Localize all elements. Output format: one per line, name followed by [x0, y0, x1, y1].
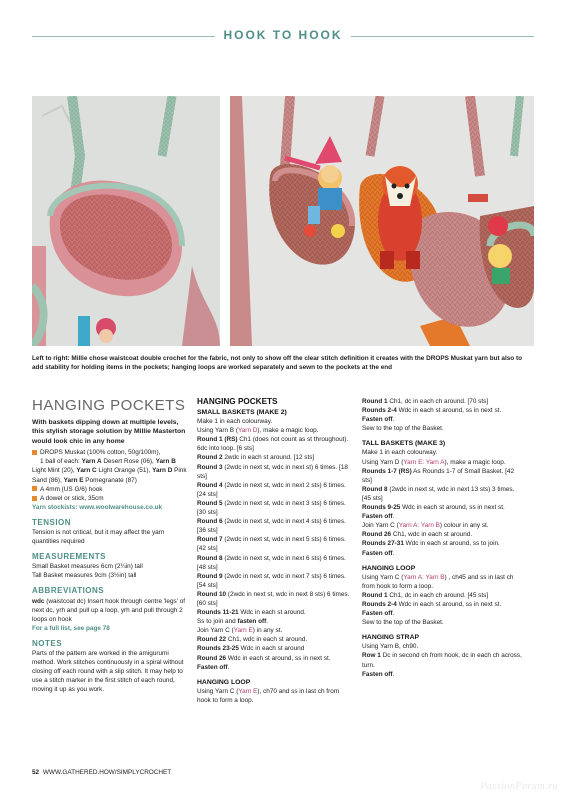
- instruction-line: Fasten off.: [362, 670, 395, 678]
- pattern-heading: HANGING POCKETS: [197, 397, 278, 406]
- instruction-line: Using Yarn B, ch90.: [362, 643, 419, 651]
- photo-right: [230, 96, 534, 346]
- tension-heading: TENSION: [32, 517, 72, 527]
- measurement-small: Small Basket measures 6cm (2¼in) tall: [32, 563, 143, 571]
- instruction-line: Fasten off.: [362, 610, 395, 618]
- page-footer: [32, 769, 171, 776]
- hanging-strap-heading: HANGING STRAP: [362, 634, 420, 642]
- round-line: Round 26 Ch1, wdc in each st around.: [362, 531, 473, 539]
- round-line: Rounds 9-25 Wdc in each st around, ss in next st.: [362, 504, 505, 512]
- round-line: Rounds 27-31 Wdc in each st around, ss to join.: [362, 540, 500, 548]
- round-line: Round 5 (2wdc in next st, wdc in next 3 sts) 6 times. [30 sts]: [197, 499, 346, 517]
- instruction-line: Using Yarn B (Yarn D), make a magic loop.: [197, 427, 319, 435]
- middle-column: [197, 397, 352, 705]
- round-line: Round 10 (2wdc in next st, wdc in next 8 sts) 6 times. [60 sts]: [197, 590, 350, 607]
- abbreviation-wdc: wdc (waistcoat dc) Insert hook through centre 'legs' of next dc, yrh and pull up a loop, yrh and pull through 2 loops on hook: [32, 597, 186, 623]
- hanging-loop-heading: HANGING LOOP: [197, 678, 251, 686]
- round-line: Rounds 2-4 Wdc in each st around, ss in next st.: [362, 600, 502, 608]
- round-line: Round 26 Wdc in each st around, ss in next st.: [197, 654, 331, 662]
- stockists-link[interactable]: Yarn stockists: www.woolwarehouse.co.uk: [32, 503, 163, 511]
- hanging-loop-heading: HANGING LOOP: [362, 564, 416, 572]
- round-line: Round 4 (2wdc in next st, wdc in next 2 sts) 6 times. [24 sts]: [197, 481, 346, 498]
- left-column: [32, 397, 188, 694]
- instruction-line: Fasten off.: [362, 416, 395, 424]
- pattern-intro: With baskets dipping down at multiple levels, this stylish storage solution by Millie Masterton would look chic in any home: [32, 419, 186, 445]
- notes-heading: NOTES: [32, 638, 63, 648]
- round-line: Round 1 Ch1, dc in each ch around. [45 sts]: [362, 591, 489, 599]
- materials-item: A dowel or stick, 35cm: [32, 494, 188, 503]
- photo-left: [32, 96, 220, 346]
- instruction-line: Fasten off.: [362, 513, 395, 521]
- instruction-line: Fasten off.: [197, 663, 230, 671]
- notes-text: Parts of the pattern are worked in the amigurumi method. Work stitches continuously in a spiral without closing off each round with a slip stitch. It may help to use a stitch marker in the first stitch of each round, moving it up as you work.: [32, 650, 184, 694]
- abbreviations-link[interactable]: For a full list, see page 78: [32, 624, 110, 632]
- instruction-line: Make 1 in each colourway.: [197, 418, 273, 426]
- bullet-square-icon: [32, 450, 37, 455]
- round-line: Rounds 23-25 Wdc in each st around: [197, 645, 305, 653]
- measurements-heading: MEASUREMENTS: [32, 552, 107, 562]
- photo-caption: Left to right: Millie chose waistcoat double crochet for the fabric, not only to show off the clear stitch definition it creates with the DROPS Muskat yarn but also to add stability for holding items in the pockets; hanging loops are worked separately and sewn to the pockets at the end: [32, 355, 523, 371]
- bullet-square-icon: [32, 486, 37, 491]
- measurement-tall: Tall Basket measures 9cm (3½in) tall: [32, 572, 137, 580]
- bullet-square-icon: [32, 496, 37, 501]
- round-line: Round 22 Ch1, wdc in each st around.: [197, 636, 308, 644]
- instruction-line: Ss to join and fasten off.: [197, 618, 269, 626]
- page-number: 52: [32, 769, 40, 776]
- section-header-label: HOOK TO HOOK: [215, 28, 350, 42]
- tension-text: Tension is not critical, but it may affect the yarn quantities required: [32, 528, 165, 546]
- small-baskets-heading: SMALL BASKETS (MAKE 2): [197, 409, 287, 416]
- instruction-line: Using Yarn C (Yarn E), ch70 and ss in last ch from hook to form a loop.: [197, 687, 340, 704]
- round-line: Round 7 (2wdc in next st, wdc in next 5 sts) 6 times. [42 sts]: [197, 536, 346, 553]
- tall-baskets-heading: TALL BASKETS (MAKE 3): [362, 440, 446, 448]
- round-line: Rounds 1-7 (RS) As Rounds 1-7 of Small Basket. [42 sts]: [362, 467, 515, 484]
- round-line: Round 9 (2wdc in next st, wdc in next 7 sts) 6 times. [54 sts]: [197, 572, 346, 589]
- instruction-line: Using Yarn D (Yarn E: Yarn A), make a magic loop.: [362, 458, 506, 466]
- instruction-line: Sew to the top of the Basket.: [362, 425, 444, 433]
- round-line: Rounds 2-4 Wdc in each st around, ss in next st.: [362, 407, 502, 415]
- instruction-line: Make 1 in each colourway.: [362, 449, 438, 457]
- round-line: Round 2 2wdc in each st around. [12 sts]: [197, 454, 315, 462]
- materials-item: DROPS Muskat (100% cotton, 50g/100m), 1 ball of each: Yarn A Desert Rose (06), Yarn B Light Mint (20), Yarn C Light Orange (51), Yarn D Pink Sand (86), Yarn E Pomegranate (87): [32, 449, 187, 484]
- footer-url[interactable]: WWW.GATHERED.HOW/SIMPLYCROCHET: [42, 769, 172, 776]
- pattern-title: HANGING POCKETS: [32, 397, 186, 414]
- round-line: Round 8 (2wdc in next st, wdc in next 6 sts) 6 times. [48 sts]: [197, 554, 346, 571]
- instruction-line: Join Yarn C (Yarn A: Yarn B) colour in any st.: [362, 522, 489, 530]
- watermark: PassionForum.ru: [480, 781, 558, 792]
- round-line: Round 8 (2wdc in next st, wdc in next 13 sts) 3 times. [45 sts]: [362, 485, 515, 502]
- instruction-line: Using Yarn C (Yarn A: Yarn B) , ch45 and ss in last ch from hook to form a loop.: [362, 573, 514, 590]
- section-header: [0, 28, 566, 42]
- materials-item: A 4mm (US G/6) hook: [32, 485, 188, 494]
- instruction-line: Fasten off.: [362, 549, 395, 557]
- right-column: [362, 397, 522, 679]
- round-line: Row 1 Dc in second ch from hook, dc in each ch across, turn.: [362, 652, 522, 669]
- round-line: Round 3 (2wdc in next st, wdc in next st) 6 times. [18 sts]: [197, 463, 348, 480]
- instruction-line: Sew to the top of the Basket.: [362, 619, 444, 627]
- round-line: Round 6 (2wdc in next st, wdc in next 4 sts) 6 times. [36 sts]: [197, 518, 346, 535]
- round-line: Round 1 Ch1, dc in each ch around. [70 sts]: [362, 398, 489, 405]
- instruction-line: Join Yarn C (Yarn E) in any st.: [197, 627, 283, 635]
- round-line: Rounds 11-21 Wdc in each st around.: [197, 609, 306, 617]
- round-line: Round 1 (RS) Ch1 (does not count as st throughout). 6dc into loop. [6 sts]: [197, 436, 349, 453]
- abbreviations-heading: ABBREVIATIONS: [32, 586, 105, 596]
